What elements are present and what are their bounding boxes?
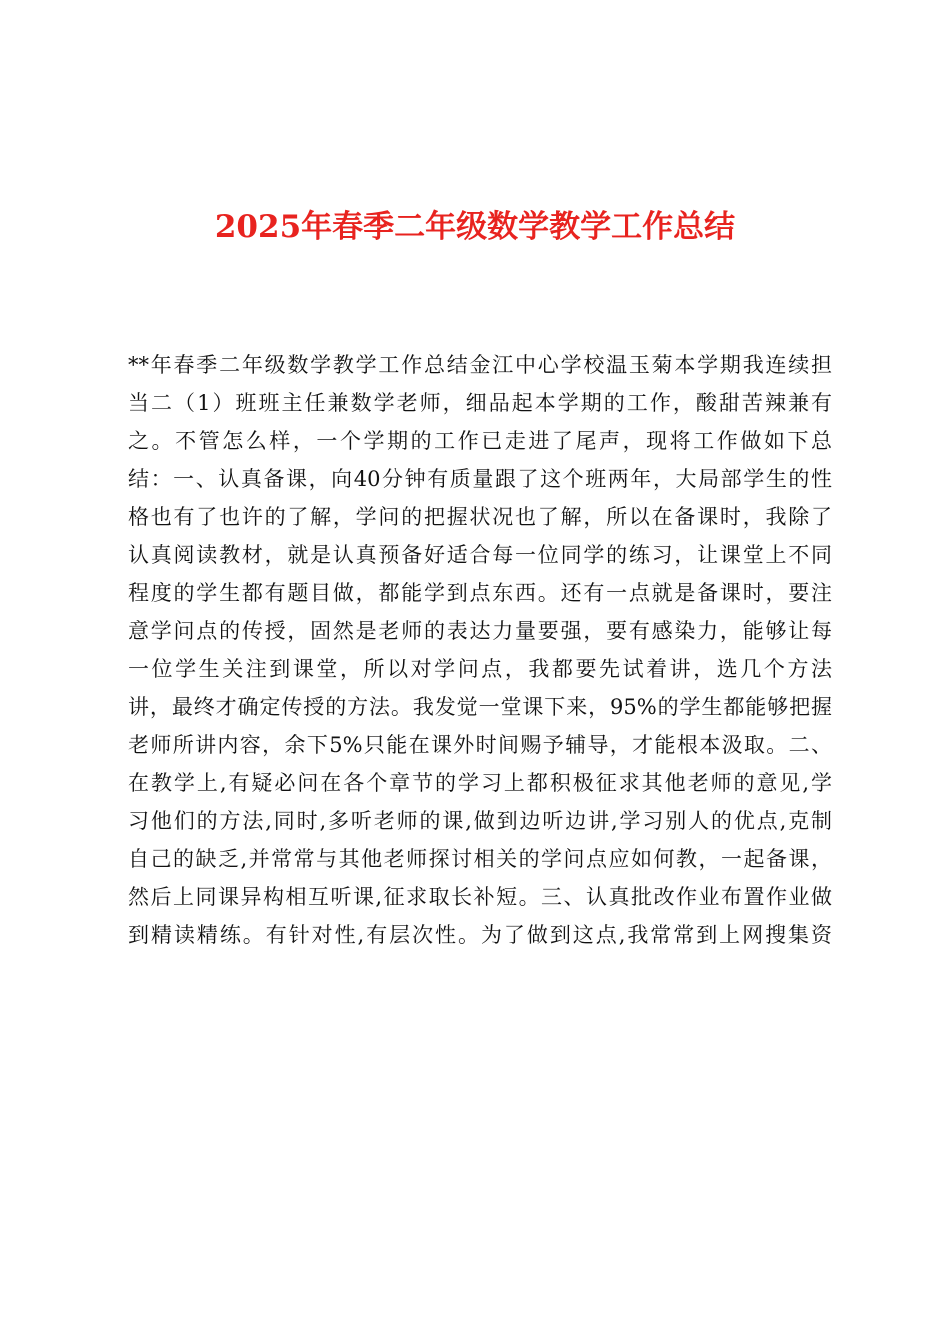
body-line: 当二（1）班班主任兼数学老师，细品起本学期的工作，酸甜苦辣兼有 (128, 391, 832, 415)
body-line: 到精读精练。有针对性,有层次性。为了做到这点,我常常到上网搜集资 (128, 923, 832, 947)
body-line: 自己的缺乏,并常常与其他老师探讨相关的学问点应如何教，一起备课， (128, 847, 832, 871)
body-text (128, 346, 832, 954)
body-line: 习他们的方法,同时,多听老师的课,做到边听边讲,学习别人的优点,克制 (128, 809, 832, 833)
body-line: 程度的学生都有题目做，都能学到点东西。还有一点就是备课时，要注 (128, 581, 832, 605)
body-line: **年春季二年级数学教学工作总结金江中心学校温玉菊本学期我连续担 (128, 353, 832, 377)
body-line: 之。不管怎么样，一个学期的工作已走进了尾声，现将工作做如下总 (128, 429, 832, 453)
body-line: 讲，最终才确定传授的方法。我发觉一堂课下来，95%的学生都能够把握 (128, 695, 832, 719)
body-line: 认真阅读教材，就是认真预备好适合每一位同学的练习，让课堂上不同 (128, 543, 832, 567)
body-line: 在教学上,有疑必问在各个章节的学习上都积极征求其他老师的意见,学 (128, 771, 832, 795)
body-line: 意学问点的传授，固然是老师的表达力量要强，要有感染力，能够让每 (128, 619, 832, 643)
body-line: 结：一、认真备课，向40分钟有质量跟了这个班两年，大局部学生的性 (128, 467, 832, 491)
body-line: 一位学生关注到课堂，所以对学问点，我都要先试着讲，选几个方法 (128, 657, 832, 681)
body-line: 老师所讲内容，余下5%只能在课外时间赐予辅导，才能根本汲取。二、 (128, 733, 832, 757)
page-title: 2025年春季二年级数学教学工作总结 (214, 208, 736, 245)
body-line: 然后上同课异构相互听课,征求取长补短。三、认真批改作业布置作业做 (128, 885, 832, 909)
body-line: 格也有了也许的了解，学问的把握状况也了解，所以在备课时，我除了 (128, 505, 832, 529)
